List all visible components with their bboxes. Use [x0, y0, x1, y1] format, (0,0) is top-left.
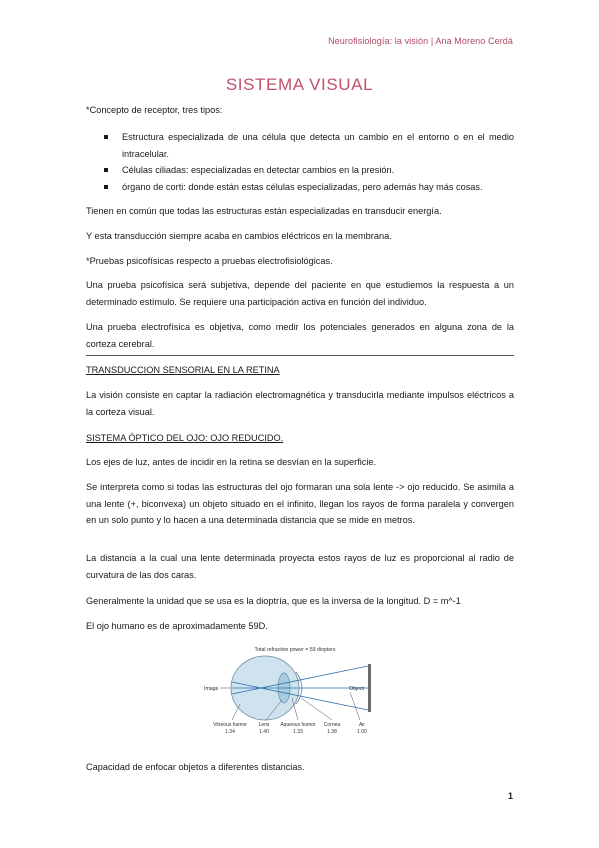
- paragraph: Una prueba psicofísica será subjetiva, depende del paciente en que estudiemos la respuesta a un determinado estímulo. Se requiere una participación activa en función del individuo.: [86, 280, 514, 307]
- running-header: Neurofisiología: la visión | Ana Moreno Cerdá: [328, 36, 513, 46]
- list-item: órgano de corti: donde están estas células especializadas, pero además hay más cosas.: [104, 179, 514, 196]
- receptor-intro: *Concepto de receptor, tres tipos:: [86, 105, 223, 115]
- medium-index-air: 1.00: [357, 729, 367, 735]
- medium-index-aqueous: 1.33: [293, 729, 303, 735]
- section-heading: SISTEMA ÓPTICO DEL OJO: OJO REDUCIDO.: [86, 433, 284, 443]
- section-divider: [86, 355, 514, 356]
- leader-line: [350, 692, 360, 720]
- paragraph: La visión consiste en captar la radiación electromagnética y transducirla mediante impulsos eléctricos a la corteza visual.: [86, 390, 514, 417]
- reduced-eye-figure: [200, 642, 400, 749]
- paragraph: Una prueba electrofísica es objetiva, como medir los potenciales generados en alguna zona de la corteza cerebral.: [86, 322, 514, 349]
- list-item: Células ciliadas: especializadas en detectar cambios en la presión.: [104, 162, 514, 179]
- paragraph: La distancia a la cual una lente determinada proyecta estos rayos de luz es proporcional al radio de curvatura de las dos caras.: [86, 553, 514, 580]
- paragraph: Se interpreta como si todas las estructuras del ojo formaran una sola lente -> ojo reducido. Se asimila a una lente (+, biconvexa) un objeto situado en el infinito, llegan los rayos de forma paralela y convergen en un solo punto y lo hacen a una determinada distancia que se mide en metros.: [86, 482, 514, 525]
- paragraph: Los ejes de luz, antes de incidir en la retina se desvían en la superficie.: [86, 457, 377, 467]
- paragraph: Tienen en común que todas las estructuras están especializadas en transducir energía.: [86, 206, 442, 216]
- medium-name-vitreous: Vitreous humor: [213, 722, 247, 728]
- medium-name-lens: Lens: [258, 722, 270, 728]
- image-label: Image: [204, 686, 219, 692]
- total-power-label: Total refractive power = 59 diopters: [254, 647, 336, 653]
- medium-name-aqueous: Aqueous humor: [280, 722, 316, 728]
- receptor-types-list: [104, 129, 514, 195]
- paragraph: *Pruebas psicofísicas respecto a pruebas electrofisiológicas.: [86, 256, 333, 266]
- object-label: Object: [349, 686, 364, 692]
- medium-index-vitreous: 1.34: [225, 729, 235, 735]
- medium-name-air: Air: [358, 722, 366, 728]
- paragraph: Y esta transducción siempre acaba en cambios eléctricos en la membrana.: [86, 231, 392, 241]
- leader-line: [232, 704, 240, 720]
- page-title: SISTEMA VISUAL: [225, 75, 374, 94]
- paragraph: El ojo humano es de aproximadamente 59D.: [86, 621, 268, 631]
- medium-name-cornea: Cornea: [323, 722, 341, 728]
- list-item: Estructura especializada de una célula que detecta un cambio en el entorno o en el medio intracelular.: [104, 129, 514, 162]
- paragraph: Capacidad de enfocar objetos a diferentes distancias.: [86, 762, 305, 772]
- object-bar: [368, 664, 371, 712]
- page-number: 1: [507, 791, 513, 801]
- section-heading: TRANSDUCCION SENSORIAL EN LA RETINA: [86, 365, 280, 375]
- medium-index-lens: 1.40: [259, 729, 269, 735]
- paragraph: Generalmente la unidad que se usa es la dioptría, que es la inversa de la longitud. D = m^-1: [86, 596, 461, 606]
- medium-index-cornea: 1.38: [327, 729, 337, 735]
